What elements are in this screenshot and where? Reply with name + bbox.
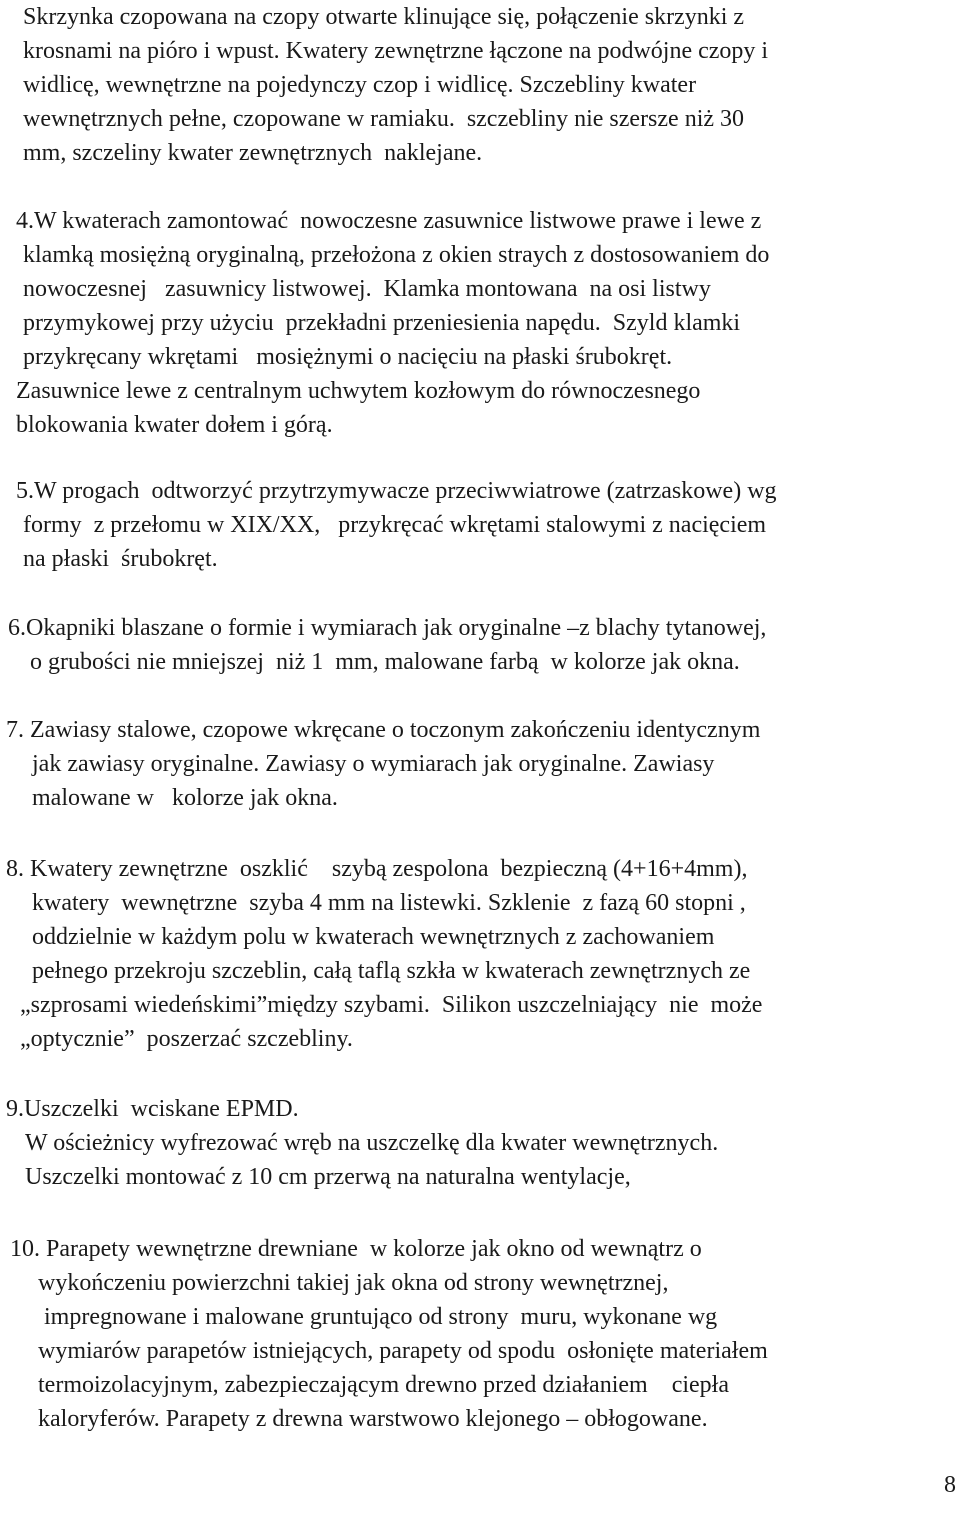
item-10-line: termoizolacyjnym, zabezpieczającym drewno przed działaniem ciepła [38,1372,729,1398]
item-8-line: „optycznie” poszerzać szczebliny. [20,1026,353,1052]
item-10-line: 10. Parapety wewnętrzne drewniane w kolorze jak okno od wewnątrz o [10,1236,702,1262]
item-5-line: na płaski śrubokręt. [23,546,218,572]
intro-line: widlicę, wewnętrzne na pojedynczy czop i widlicę. Szczebliny kwater [23,72,697,98]
item-8-line: „szprosami wiedeńskimi”między szybami. Silikon uszczelniający nie może [20,992,763,1018]
item-4-line: klamką mosiężną oryginalną, przełożona z okien straych z dostosowaniem do [23,242,770,268]
intro-line: wewnętrznych pełne, czopowane w ramiaku. szczebliny nie szersze niż 30 [23,106,745,132]
item-6-line: 6.Okapniki blaszane o formie i wymiarach jak oryginalne –z blachy tytanowej, [8,615,767,641]
item-7-line: jak zawiasy oryginalne. Zawiasy o wymiarach jak oryginalne. Zawiasy [32,751,715,777]
item-10-line: impregnowane i malowane gruntująco od strony muru, wykonane wg [38,1304,718,1330]
item-5-line: 5.W progach odtworzyć przytrzymywacze przeciwwiatrowe (zatrzaskowe) wg [16,478,777,504]
item-8-line: pełnego przekroju szczeblin, całą taflą szkła w kwaterach zewnętrznych ze [32,958,751,984]
item-4-line: blokowania kwater dołem i górą. [16,412,333,438]
item-4-line: nowoczesnej zasuwnicy listwowej. Klamka montowana na osi listwy [23,276,711,302]
item-9-line: Uszczelki montować z 10 cm przerwą na naturalna wentylacje, [25,1164,631,1190]
item-9-line: W ościeżnicy wyfrezować wręb na uszczelkę dla kwater wewnętrznych. [25,1130,719,1156]
item-6-line: o grubości nie mniejszej niż 1 mm, malowane farbą w kolorze jak okna. [30,649,740,675]
page-number: 8 [944,1472,956,1498]
item-4-line: przykręcany wkrętami mosiężnymi o nacięciu na płaski śrubokręt. [23,344,673,370]
item-7-line: 7. Zawiasy stalowe, czopowe wkręcane o toczonym zakończeniu identycznym [6,717,761,743]
item-10-line: wykończeniu powierzchni takiej jak okna od strony wewnętrznej, [38,1270,669,1296]
item-5-line: formy z przełomu w XIX/XX, przykręcać wkrętami stalowymi z nacięciem [23,512,767,538]
item-10-line: kaloryferów. Parapety z drewna warstwowo klejonego – obłogowane. [38,1406,708,1432]
item-4-line: przymykowej przy użyciu przekładni przeniesienia napędu. Szyld klamki [23,310,741,336]
item-4-line: 4.W kwaterach zamontować nowoczesne zasuwnice listwowe prawe i lewe z [16,208,762,234]
intro-line: krosnami na pióro i wpust. Kwatery zewnętrzne łączone na podwójne czopy i [23,38,769,64]
intro-line: Skrzynka czopowana na czopy otwarte klinujące się, połączenie skrzynki z [23,4,745,30]
item-9-line: 9.Uszczelki wciskane EPMD. [6,1096,299,1122]
item-8-line: kwatery wewnętrzne szyba 4 mm na listewki. Szklenie z fazą 60 stopni , [32,890,746,916]
intro-line: mm, szczeliny kwater zewnętrznych naklejane. [23,140,483,166]
item-7-line: malowane w kolorze jak okna. [32,785,338,811]
item-8-line: 8. Kwatery zewnętrzne oszklić szybą zespolona bezpieczną (4+16+4mm), [6,856,748,882]
item-4-line: Zasuwnice lewe z centralnym uchwytem kozłowym do równoczesnego [16,378,701,404]
item-8-line: oddzielnie w każdym polu w kwaterach wewnętrznych z zachowaniem [32,924,715,950]
item-10-line: wymiarów parapetów istniejących, parapety od spodu osłonięte materiałem [38,1338,768,1364]
